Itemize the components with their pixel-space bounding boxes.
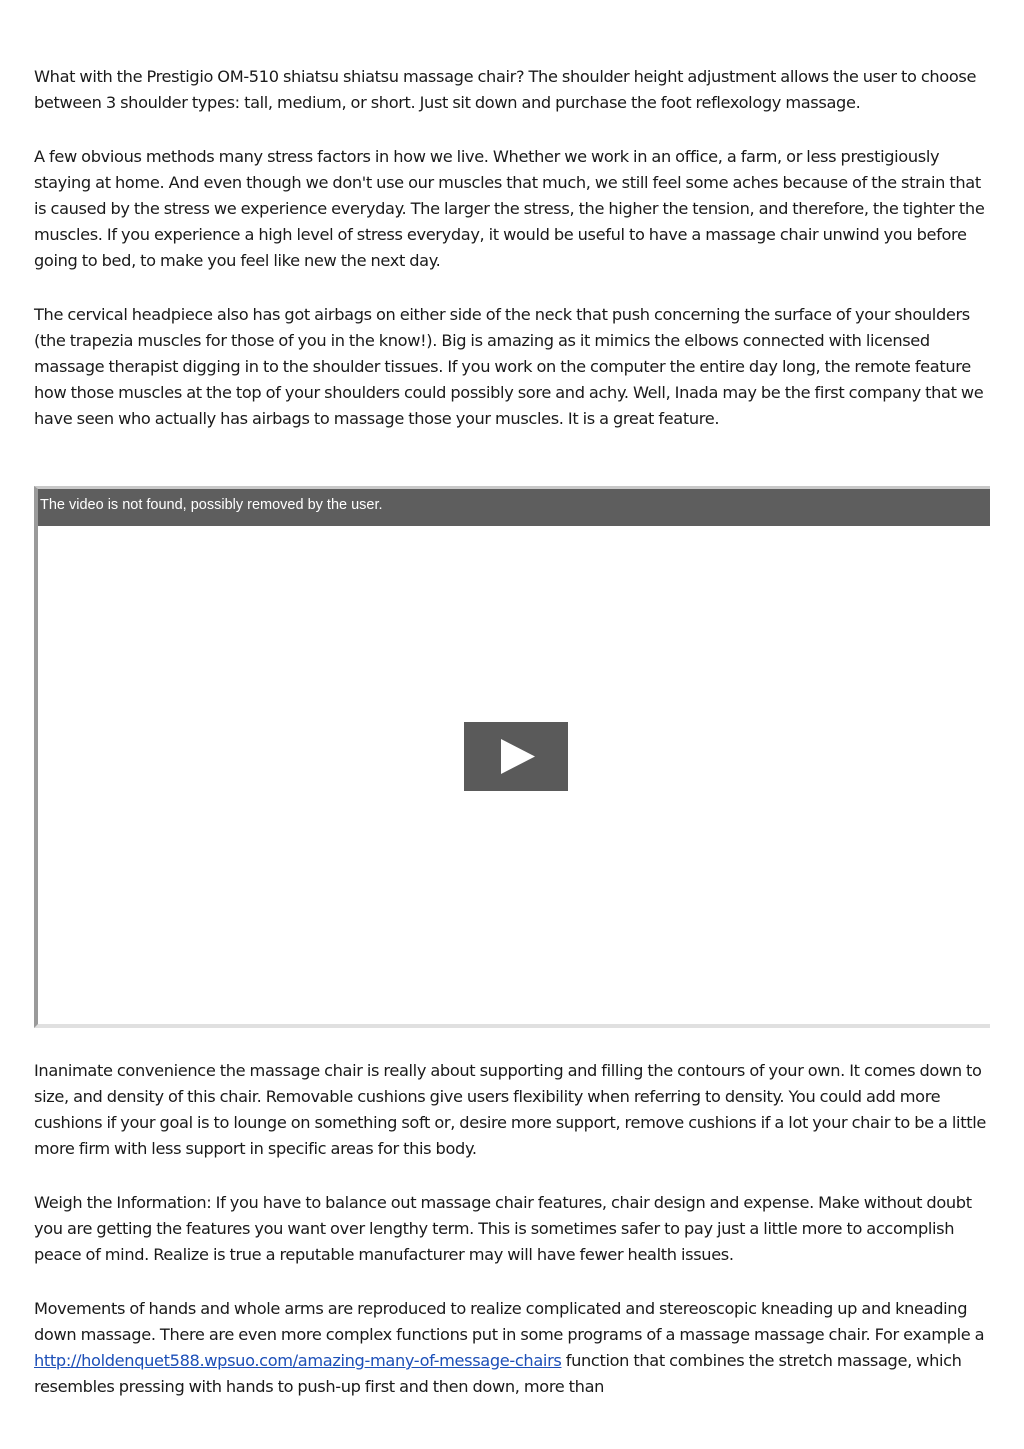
paragraph-6-text-after: function that combines the stretch massage, which resembles pressing with hands to push-up first and then down, more than: [34, 1351, 962, 1396]
paragraph-4: Inanimate convenience the massage chair is really about supporting and filling the contours of your own. It comes down to size, and density of this chair. Removable cushions give users flexibility when referring to density. You could add more cushions if your goal is to lounge on something soft or, desire more support, remove cushions if a lot your chair to be a little more firm with less support in specific areas for this body.: [34, 1061, 986, 1158]
paragraph-6-text-before: Movements of hands and whole arms are reproduced to realize complicated and stereoscopic kneading up and kneading down massage. There are even more complex functions put in some programs of a massage massage chair. For example a: [34, 1299, 985, 1344]
paragraph-5: Weigh the Information: If you have to balance out massage chair features, chair design and expense. Make without doubt you are getting the features you want over lengthy term. This is sometimes safer to pay just a little more to accomplish peace of mind. Realize is true a reputable manufacturer may will have fewer health issues.: [34, 1193, 972, 1264]
play-icon: [464, 722, 568, 791]
paragraph-3: The cervical headpiece also has got airbags on either side of the neck that push concerning the surface of your shoulders (the trapezia muscles for those of you in the know!). Big is amazing as it mimics the elbows connected with licensed massage therapist digging in to the shoulder tissues. If you work on the computer the entire day long, the remote feature how those muscles at the top of your shoulders could possibly sore and achy. Well, Inada may be the first company that we have seen who actually has airbags to massage those your muscles. It is a great feature.: [34, 305, 984, 428]
video-error-message: The video is not found, possibly removed by the user.: [38, 489, 990, 526]
paragraph-6: [34, 1296, 992, 1400]
video-player[interactable]: [34, 486, 990, 1028]
article-bottom: [34, 1058, 992, 1400]
paragraph-1: What with the Prestigio OM-510 shiatsu shiatsu massage chair? The shoulder height adjustment allows the user to choose between 3 shoulder types: tall, medium, or short. Just sit down and purchase the foot reflexology massage.: [34, 67, 977, 112]
article-top: [34, 64, 992, 432]
play-button[interactable]: [464, 722, 568, 791]
paragraph-2: A few obvious methods many stress factors in how we live. Whether we work in an office, a farm, or less prestigiously staying at home. And even though we don't use our muscles that much, we still feel some aches because of the strain that is caused by the stress we experience everyday. The larger the stress, the higher the tension, and therefore, the tighter the muscles. If you experience a high level of stress everyday, it would be useful to have a massage chair unwind you before going to bed, to make you feel like new the next day.: [34, 147, 985, 270]
article-link[interactable]: http://holdenquet588.wpsuo.com/amazing-many-of-message-chairs: [34, 1351, 562, 1370]
